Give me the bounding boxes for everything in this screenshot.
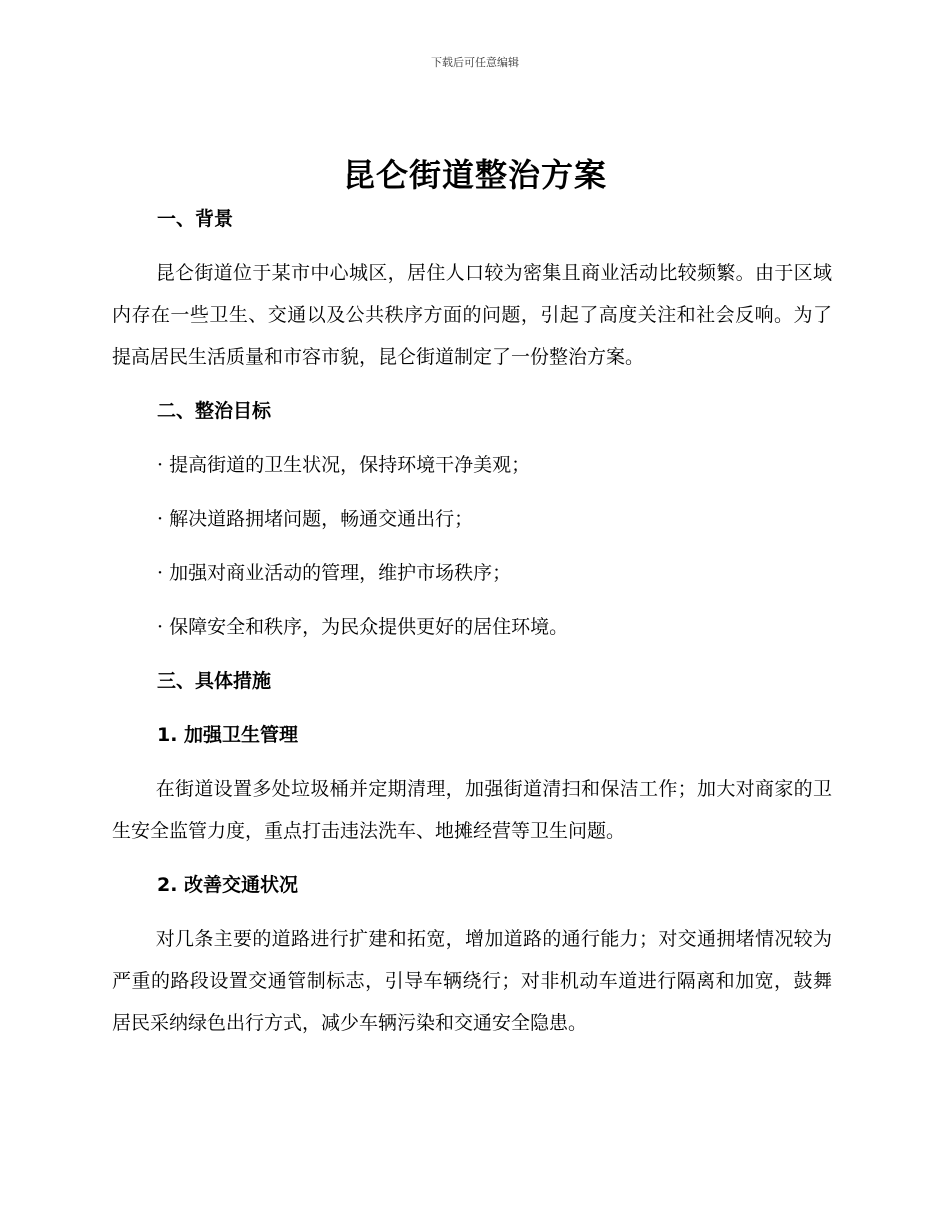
goal-item: · 加强对商业活动的管理，维护市场秩序；: [157, 562, 512, 584]
traffic-paragraph: 对几条主要的道路进行扩建和拓宽，增加道路的通行能力；对交通拥堵情况较为严重的路段设置交通管制标志，引导车辆绕行；对非机动车道进行隔离和加宽，鼓舞居民采纳绿色出行方式，减少车辆污染和交通安全隐患。: [112, 928, 832, 1034]
goal-item: · 保障安全和秩序，为民众提供更好的居住环境。: [157, 616, 569, 638]
section-heading-goals: 二、整治目标: [157, 400, 272, 422]
goal-item: · 提高街道的卫生状况，保持环境干净美观；: [157, 454, 531, 476]
header-note: 下载后可任意编辑: [431, 56, 519, 69]
goal-item: · 解决道路拥堵问题，畅通交通出行；: [157, 508, 474, 530]
section-heading-measures: 三、具体措施: [157, 670, 272, 692]
document-title: 昆仑街道整治方案: [342, 156, 607, 194]
background-paragraph: 昆仑街道位于某市中心城区，居住人口较为密集且商业活动比较频繁。由于区域内存在一些卫生、交通以及公共秩序方面的问题，引起了高度关注和社会反响。为了提高居民生活质量和市容市貌，昆仑街道制定了一份整治方案。: [112, 262, 832, 368]
subheading-sanitation: 1. 加强卫生管理: [157, 724, 299, 746]
subheading-traffic: 2. 改善交通状况: [157, 874, 299, 896]
document-body: [112, 198, 832, 1044]
sanitation-paragraph: 在街道设置多处垃圾桶并定期清理，加强街道清扫和保洁工作；加大对商家的卫生安全监管力度，重点打击违法洗车、地摊经营等卫生问题。: [112, 778, 832, 842]
section-heading-background: 一、背景: [157, 208, 234, 230]
